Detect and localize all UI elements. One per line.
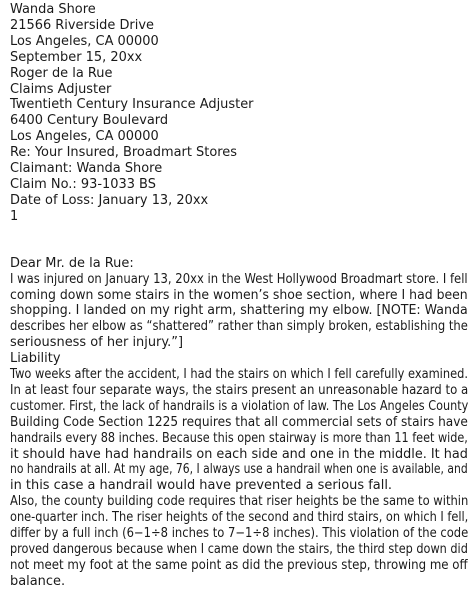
body-line: one-quarter inch. The riser heights of the second and third stairs, on which I fell, [10, 510, 469, 526]
recipient-company: Twentieth Century Insurance Adjuster [10, 97, 254, 113]
body-line: seriousness of her injury.”] [10, 335, 184, 351]
re-line: Re: Your Insured, Broadmart Stores [10, 145, 238, 161]
body-line: I was injured on January 13, 20xx in the West Hollywood Broadmart store. I fell [10, 271, 468, 287]
section-heading-liability: Liability [10, 351, 61, 367]
recipient-title: Claims Adjuster [10, 81, 112, 97]
sender-name: Wanda Shore [10, 2, 96, 17]
claim-number-line: Claim No.: 93-1033 BS [10, 176, 156, 192]
recipient-street: 6400 Century Boulevard [10, 113, 169, 129]
body-line: handrails every 88 inches. Because this open stairway is more than 11 feet wide, [10, 430, 468, 446]
letter-date: September 15, 20xx [10, 49, 143, 65]
body-line: proved dangerous because when I came down the stairs, the third step down did [10, 542, 468, 557]
body-line: Also, the county building code requires that riser heights be the same to within [10, 494, 469, 510]
spacer [10, 225, 470, 256]
recipient-city: Los Angeles, CA 00000 [10, 129, 159, 145]
body-line: balance. [10, 573, 66, 589]
body-line: no handrails at all. At my age, 76, I always use a handrail when one is available, and [10, 462, 468, 478]
salutation: Dear Mr. de la Rue: [10, 255, 134, 271]
body-line: shopping. I landed on my right arm, shattering my elbow. [NOTE: Wanda [10, 303, 468, 319]
claimant-line: Claimant: Wanda Shore [10, 161, 163, 177]
body-line: coming down some stairs in the women’s shoe section, where I had been [10, 287, 468, 303]
letter-header [10, 2, 470, 225]
body-line: In at least four separate ways, the stairs present an unreasonable hazard to a [10, 382, 469, 398]
sender-street: 21566 Riverside Drive [10, 17, 154, 33]
letter-document [10, 2, 470, 590]
recipient-name: Roger de la Rue [10, 65, 113, 81]
sender-city: Los Angeles, CA 00000 [10, 33, 159, 49]
body-line: differ by a full inch (6−1÷8 inches to 7−1÷8 inches). This violation of the code [10, 526, 469, 542]
body-line: not meet my foot at the same point as did the previous step, throwing me off [10, 557, 468, 573]
body-line: customer. First, the lack of handrails is a violation of law. The Los Angeles County [10, 398, 469, 414]
body-line: describes her elbow as “shattered” rather than simply broken, establishing the [10, 319, 468, 335]
page-number: 1 [10, 208, 19, 224]
body-line: Building Code Section 1225 requires that all commercial sets of stairs have [10, 414, 468, 430]
letter-body [10, 256, 470, 590]
body-line: Two weeks after the accident, I had the stairs on which I fell carefully examined. [10, 367, 468, 383]
body-line: it should have had handrails on each side and one in the middle. It had [10, 446, 468, 462]
date-of-loss-line: Date of Loss: January 13, 20xx [10, 192, 209, 208]
body-line: in this case a handrail would have prevented a serious fall. [10, 478, 393, 494]
